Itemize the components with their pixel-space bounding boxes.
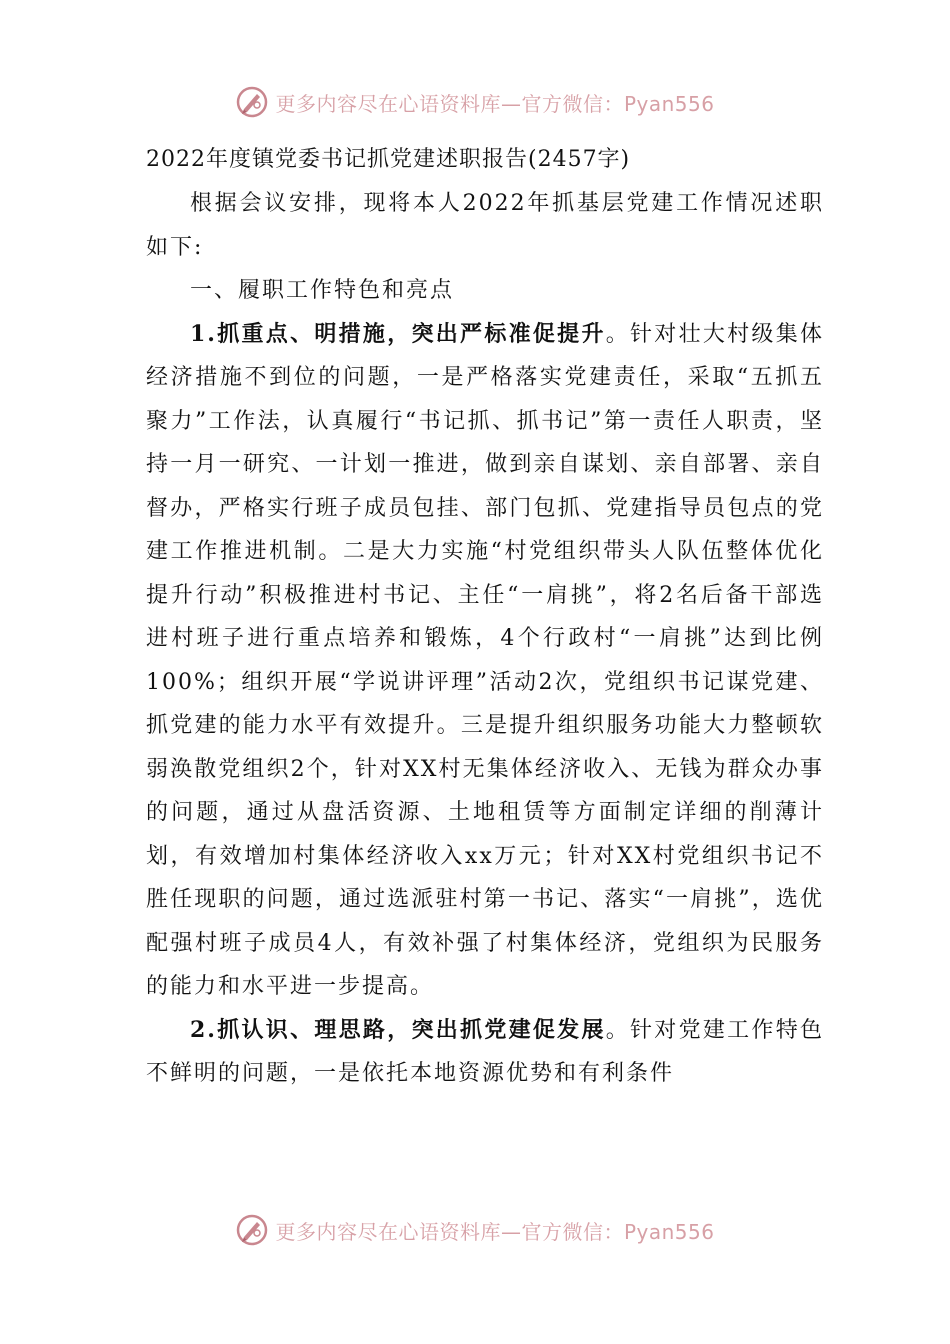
pen-logo-icon xyxy=(235,1213,269,1247)
item-1-lead: 1.抓重点、明措施，突出严标准促提升 xyxy=(190,320,606,347)
item-1-body: 。针对壮大村级集体经济措施不到位的问题，一是严格落实党建责任，采取“五抓五聚力”工作法，认真履行“书记抓、抓书记”第一责任人职责，坚持一月一研究、一计划一推进，做到亲自谋划、亲自部署、亲自督办，严格实行班子成员包挂、部门包抓、党建指导员包点的党建工作推进机制。二是大力实施“村党组织带头人队伍整体优化提升行动”积极推进村书记、主任“一肩挑”，将2名后备干部选进村班子进行重点培养和锻炼，4个行政村“一肩挑”达到比例100%；组织开展“学说讲评理”活动2次，党组织书记谋党建、抓党建的能力水平有效提升。三是提升组织服务功能大力整顿软弱涣散党组织2个，针对XX村无集体经济收入、无钱为群众办事的问题，通过从盘活资源、土地租赁等方面制定详细的削薄计划，有效增加村集体经济收入xx万元；针对XX村党组织书记不胜任现职的问题，通过选派驻村第一书记、落实“一肩挑”，选优配强村班子成员4人，有效补强了村集体经济，党组织为民服务的能力和水平进一步提高。 xyxy=(146,321,824,999)
section-heading: 一、履职工作特色和亮点 xyxy=(190,278,455,303)
watermark-text: 更多内容尽在心语资料库—官方微信：Pyan556 xyxy=(275,91,715,116)
document-body xyxy=(146,138,824,1096)
item-1-paragraph xyxy=(146,313,824,1009)
pen-logo-icon xyxy=(235,85,269,119)
item-2-paragraph xyxy=(146,1009,824,1096)
item-2-body: 。针对党建工作特色不鲜明的问题，一是依托本地资源优势和有利条件 xyxy=(146,1017,824,1086)
document-title: 2022年度镇党委书记抓党建述职报告(2457字) xyxy=(146,147,631,172)
watermark-text: 更多内容尽在心语资料库—官方微信：Pyan556 xyxy=(275,1219,715,1244)
watermark-header xyxy=(0,82,950,122)
watermark-footer xyxy=(0,1210,950,1250)
intro-paragraph: 根据会议安排，现将本人2022年抓基层党建工作情况述职如下: xyxy=(146,191,824,260)
item-2-lead: 2.抓认识、理思路，突出抓党建促发展 xyxy=(190,1016,606,1043)
